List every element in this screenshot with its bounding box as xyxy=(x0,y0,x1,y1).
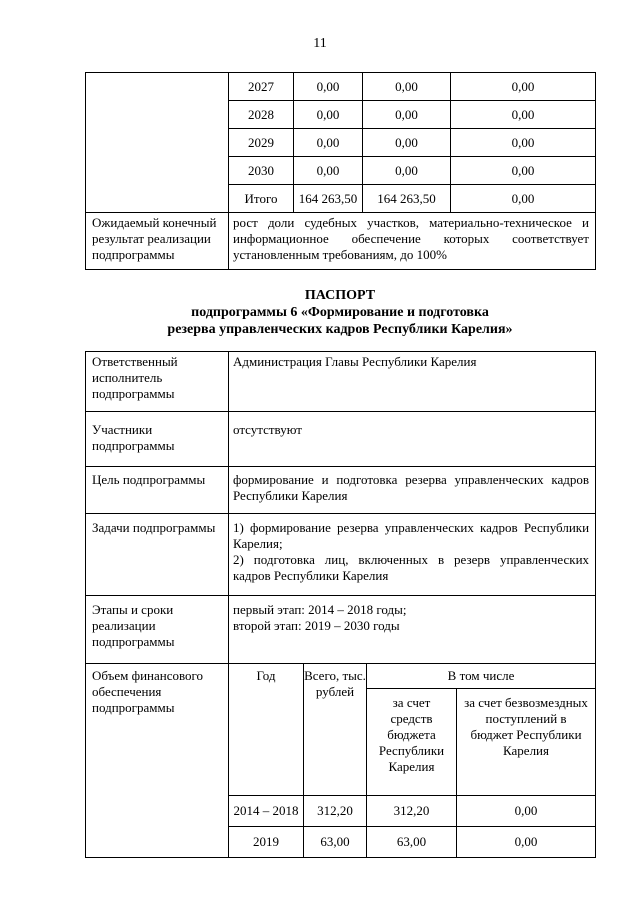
tasks-label: Задачи подпрограммы xyxy=(86,514,229,596)
table-row xyxy=(86,352,596,412)
table-row xyxy=(86,412,596,467)
year-cell: 2029 xyxy=(229,129,294,157)
other-cell: 0,00 xyxy=(451,73,596,101)
total-cell: 0,00 xyxy=(294,101,363,129)
funding-col-including: В том числе xyxy=(367,664,596,689)
table-row xyxy=(86,514,596,596)
regional-cell: 0,00 xyxy=(363,129,451,157)
other-cell: 0,00 xyxy=(451,101,596,129)
year-cell: 2019 xyxy=(229,827,304,858)
task-item: 2) подготовка лиц, включенных в резерв управленческих кадров Республики Карелия xyxy=(233,552,590,583)
other-cell: 0,00 xyxy=(451,157,596,185)
regional-cell: 0,00 xyxy=(363,101,451,129)
funding-col-total: Всего, тыс. рублей xyxy=(304,664,367,796)
budget-continuation-table xyxy=(85,72,596,270)
passport-table xyxy=(85,351,596,858)
other-cell: 0,00 xyxy=(451,129,596,157)
participants-value: отсутствуют xyxy=(229,412,596,467)
year-cell: 2027 xyxy=(229,73,294,101)
total-cell: 0,00 xyxy=(294,73,363,101)
total-cell: 164 263,50 xyxy=(294,185,363,213)
table-row xyxy=(86,213,596,270)
regional-cell: 0,00 xyxy=(363,73,451,101)
passport-subtitle-line1: подпрограммы 6 «Формирование и подготовка xyxy=(191,305,489,320)
regional-cell: 312,20 xyxy=(367,796,457,827)
table-row xyxy=(86,73,596,101)
passport-heading xyxy=(85,287,595,338)
other-cell: 0,00 xyxy=(457,827,596,858)
year-cell: Итого xyxy=(229,185,294,213)
funding-col-year: Год xyxy=(229,664,304,796)
other-cell: 0,00 xyxy=(451,185,596,213)
regional-cell: 0,00 xyxy=(363,157,451,185)
table-row xyxy=(86,467,596,514)
funding-col-regional: за счет средств бюджета Республики Карелия xyxy=(367,689,457,796)
year-cell: 2014 – 2018 xyxy=(229,796,304,827)
table-row xyxy=(86,664,596,689)
executor-label: Ответственный исполнитель подпрограммы xyxy=(86,352,229,412)
stage-item: второй этап: 2019 – 2030 годы xyxy=(233,618,400,633)
stage-item: первый этап: 2014 – 2018 годы; xyxy=(233,602,407,617)
goal-value: формирование и подготовка резерва управленческих кадров Республики Карелия xyxy=(229,467,596,514)
task-item: 1) формирование резерва управленческих кадров Республики Карелия; xyxy=(233,520,590,551)
other-cell: 0,00 xyxy=(457,796,596,827)
passport-title: ПАСПОРТ xyxy=(304,288,376,303)
total-cell: 0,00 xyxy=(294,129,363,157)
total-cell: 0,00 xyxy=(294,157,363,185)
funding-col-other: за счет безвозмездных поступлений в бюджет Республики Карелия xyxy=(457,689,596,796)
year-cell: 2028 xyxy=(229,101,294,129)
page-number: 11 xyxy=(313,36,327,51)
executor-value: Администрация Главы Республики Карелия xyxy=(229,352,596,412)
participants-label: Участники подпрограммы xyxy=(86,412,229,467)
total-cell: 312,20 xyxy=(304,796,367,827)
year-cell: 2030 xyxy=(229,157,294,185)
total-cell: 63,00 xyxy=(304,827,367,858)
passport-subtitle-line2: резерва управленческих кадров Республики Карелия» xyxy=(167,322,513,337)
regional-cell: 63,00 xyxy=(367,827,457,858)
goal-label: Цель подпрограммы xyxy=(86,467,229,514)
stages-value xyxy=(229,596,596,664)
regional-cell: 164 263,50 xyxy=(363,185,451,213)
expected-result-label: Ожидаемый конечный результат реализации подпрограммы xyxy=(86,213,229,270)
table-row xyxy=(86,596,596,664)
tasks-value xyxy=(229,514,596,596)
funding-label: Объем финансового обеспечения подпрограммы xyxy=(86,664,229,858)
expected-result-value: рост доли судебных участков, материально-техническое и информационное обеспечение которых соответствует установленным требованиям, до 100% xyxy=(229,213,596,270)
empty-label-cell xyxy=(86,73,229,213)
stages-label: Этапы и сроки реализации подпрограммы xyxy=(86,596,229,664)
